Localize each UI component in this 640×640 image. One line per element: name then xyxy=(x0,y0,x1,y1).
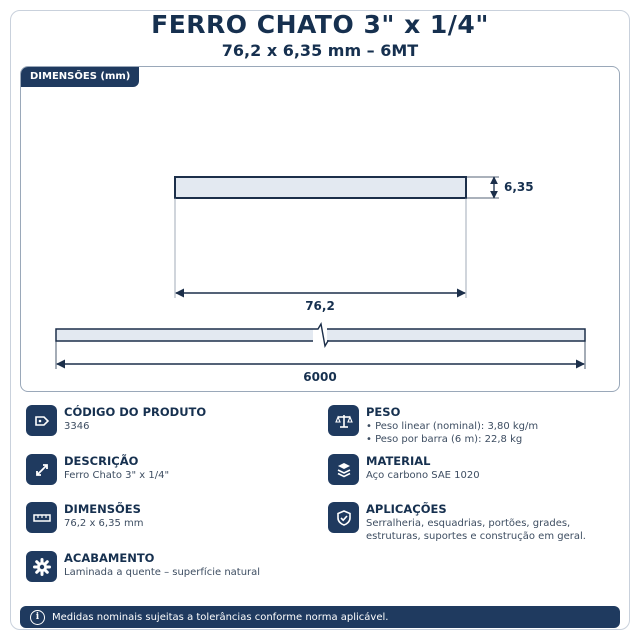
dimensions-panel xyxy=(20,66,620,392)
codigo-value: 3346 xyxy=(64,421,90,432)
thickness-label: 6,35 xyxy=(504,180,534,194)
product-subtitle: 76,2 x 6,35 mm – 6MT xyxy=(221,41,419,60)
width-label: 76,2 xyxy=(305,299,335,313)
aplicacoes-title: APLICAÇÕES xyxy=(366,502,447,516)
bar-left-segment xyxy=(56,329,316,341)
peso-line: • Peso linear (nominal): 3,80 kg/m xyxy=(366,421,539,432)
tag-icon xyxy=(26,405,57,436)
tolerance-note-text: Medidas nominais sujeitas a tolerâncias conforme norma aplicável. xyxy=(52,611,389,623)
peso-lines xyxy=(366,420,606,446)
layers-icon xyxy=(328,454,359,485)
aplicacoes-lines xyxy=(366,517,606,543)
acabamento-value: Laminada a quente – superfície natural xyxy=(64,567,261,578)
aplicacoes-line: Serralheria, esquadrias, portões, grades, xyxy=(366,518,571,529)
dimensoes-title: DIMENSÕES xyxy=(64,502,141,516)
cross-section-shape xyxy=(175,177,466,198)
tolerance-note-bar xyxy=(20,606,620,628)
diagonal-arrows-icon xyxy=(26,454,57,485)
product-title: FERRO CHATO 3" x 1/4" xyxy=(151,10,489,39)
peso-title: PESO xyxy=(366,405,401,419)
material-value: Aço carbono SAE 1020 xyxy=(366,470,480,481)
codigo-title: CÓDIGO DO PRODUTO xyxy=(64,405,207,419)
peso-line: • Peso por barra (6 m): 22,8 kg xyxy=(366,434,523,445)
descricao-title: DESCRIÇÃO xyxy=(64,454,139,468)
acabamento-title: ACABAMENTO xyxy=(64,551,155,565)
aplicacoes-line: estruturas, suportes e construção em geral. xyxy=(366,531,586,542)
dimensions-drawing xyxy=(21,67,620,392)
info-icon: i xyxy=(30,610,45,625)
material-title: MATERIAL xyxy=(366,454,431,468)
descricao-value: Ferro Chato 3" x 1/4" xyxy=(64,470,170,481)
shield-check-icon xyxy=(328,502,359,533)
length-label: 6000 xyxy=(303,370,337,384)
gear-icon xyxy=(26,551,57,582)
dimensions-tab: DIMENSÕES (mm) xyxy=(21,67,139,87)
ruler-icon xyxy=(26,502,57,533)
bar-right-segment xyxy=(324,329,585,341)
scale-icon xyxy=(328,405,359,436)
dimensoes-value: 76,2 x 6,35 mm xyxy=(64,518,144,529)
